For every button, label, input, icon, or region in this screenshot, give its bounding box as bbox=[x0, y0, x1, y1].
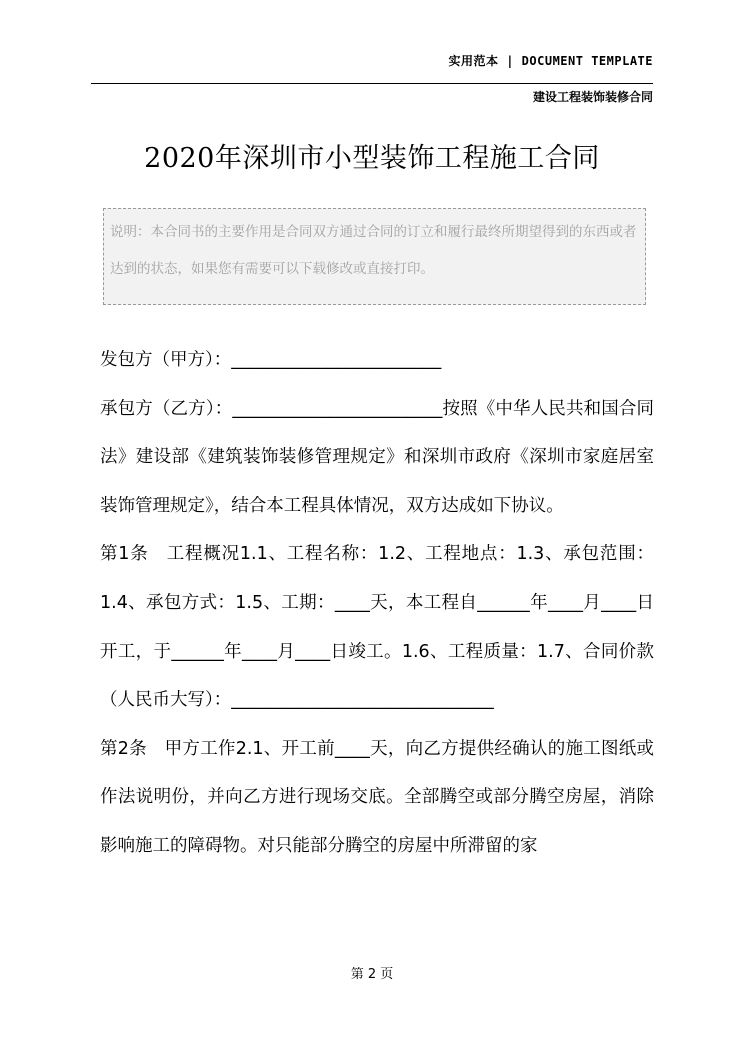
header-subtitle: 建设工程装饰装修合同 bbox=[532, 90, 653, 104]
paragraph-party-a: 发包方（甲方）：________________________ bbox=[100, 350, 442, 370]
header-top-text: 实用范本 | DOCUMENT TEMPLATE bbox=[448, 54, 653, 68]
document-body bbox=[100, 336, 654, 871]
paragraph-party-b: 承包方（乙方）：________________________按照《中华人民共和国合同法》建设部《建筑装饰装修管理规定》和深圳市政府《深圳市家庭居室装饰管理规定》，结合本工程具体情况，双方达成如下协议。 bbox=[100, 398, 654, 516]
page-number: 第 2 页 bbox=[350, 967, 394, 982]
header-divider bbox=[91, 83, 653, 84]
paragraph-article-2: 第2条 甲方工作2.1、开工前____天，向乙方提供经确认的施工图纸或作法说明份，并向乙方进行现场交底。全部腾空或部分腾空房屋，消除影响施工的障碍物。对只能部分腾空的房屋中所滞留的家 bbox=[100, 738, 654, 856]
document-title: 2020年深圳市小型装饰工程施工合同 bbox=[144, 143, 600, 174]
paragraph-article-1: 第1条 工程概况1.1、工程名称：1.2、工程地点：1.3、承包范围：1.4、承包方式：1.5、工期：____天，本工程自______年____月____日开工，于______年____月____日竣工。1.6、工程质量：1.7、合同价款（人民币大写）：______________________________ bbox=[100, 544, 654, 711]
notice-box: 说明：本合同书的主要作用是合同双方通过合同的订立和履行最终所期望得到的东西或者达到的状态，如果您有需要可以下载修改或直接打印。 bbox=[103, 208, 646, 305]
